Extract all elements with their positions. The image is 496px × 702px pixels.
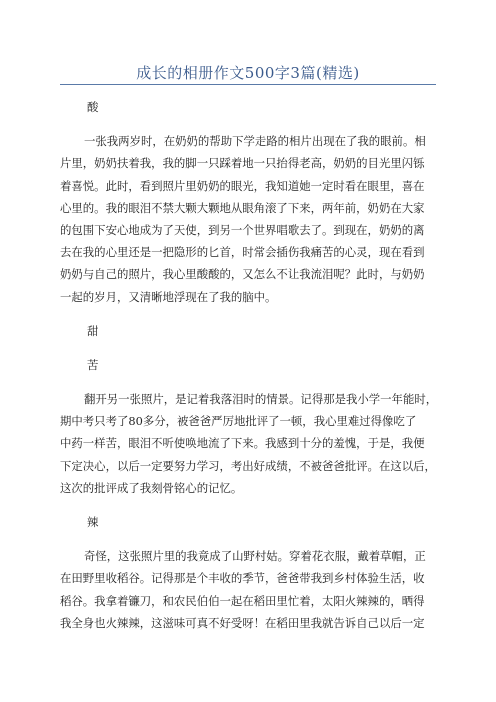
section-gap <box>60 376 440 388</box>
section-heading: 甜 <box>87 323 99 338</box>
paragraph-line: 奶奶与自己的照片，我心里酸酸的，又怎么不让我流泪呢？此时，与奶奶 <box>60 267 425 282</box>
section-gap <box>60 342 440 354</box>
document-title: 成长的相册作文500字3篇(精选) <box>136 64 360 82</box>
paragraph-line: 中药一样苦，眼泪不听使唤地流了下来。我感到十分的羞愧，于是，我便 <box>60 436 425 451</box>
section-gap <box>60 118 440 130</box>
paragraph-line: 在田野里收稻谷。记得那是个丰收的季节，爸爸带我到乡村体验生活，收 <box>60 571 425 586</box>
paragraph <box>60 388 440 499</box>
paragraph-line: 心里的。我的眼泪不禁大颗大颗地从眼角滚了下来，两年前，奶奶在大家 <box>60 200 425 215</box>
section-gap <box>60 533 440 545</box>
paragraph-line: 片里，奶奶扶着我，我的脚一只踩着地一只抬得老高，奶奶的目光里闪铄 <box>60 156 425 171</box>
document-body <box>60 96 440 634</box>
section-heading: 辣 <box>87 515 99 529</box>
title-underline <box>60 84 436 85</box>
paragraph-line: 翻开另一张照片，是记着我落泪时的情景。记得那是我小学一年能时， <box>84 392 438 407</box>
paragraph-line: 这次的批评成了我刻骨铭心的记忆。 <box>60 480 243 495</box>
section-gap <box>60 308 440 320</box>
paragraph-line: 下定决心，以后一定要努力学习，考出好成绩，不被爸爸批评。在这以后， <box>60 458 436 473</box>
paragraph-line: 一张我两岁时，在奶奶的帮助下学走路的相片出现在了我的眼前。相 <box>84 134 426 149</box>
section-heading: 酸 <box>87 100 99 114</box>
paragraph-line: 我全身也火辣辣，这滋味可真不好受呀！在稻田里我就告诉自己以后一定 <box>60 615 425 630</box>
paragraph <box>60 130 440 308</box>
section-gap <box>60 499 440 511</box>
section-heading: 苦 <box>87 357 99 372</box>
paragraph-line: 的包围下安心地成为了天使，到另一个世界唱歌去了。到现在，奶奶的离 <box>60 222 425 237</box>
paragraph-line: 去在我的心里还是一把隐形的匕首，时常会插伤我痛苦的心灵，现在看到 <box>60 245 425 260</box>
paragraph <box>60 545 440 634</box>
paragraph-line: 一起的岁月，又清晰地浮现在了我的脑中。 <box>60 289 277 304</box>
paragraph-line: 着喜悦。此时，看到照片里奶奶的眼光，我知道她一定时看在眼里，喜在 <box>60 178 425 193</box>
paragraph-line: 期中考只考了80多分，被爸爸严厉地批评了一顿，我心里难过得像吃了 <box>60 414 417 429</box>
paragraph-line: 稻谷。我拿着镰刀，和农民伯伯一起在稻田里忙着，太阳火辣辣的，晒得 <box>60 593 425 608</box>
paragraph-line: 奇怪，这张照片里的我竟成了山野村姑。穿着花衣服，戴着草帽，正 <box>84 549 426 564</box>
